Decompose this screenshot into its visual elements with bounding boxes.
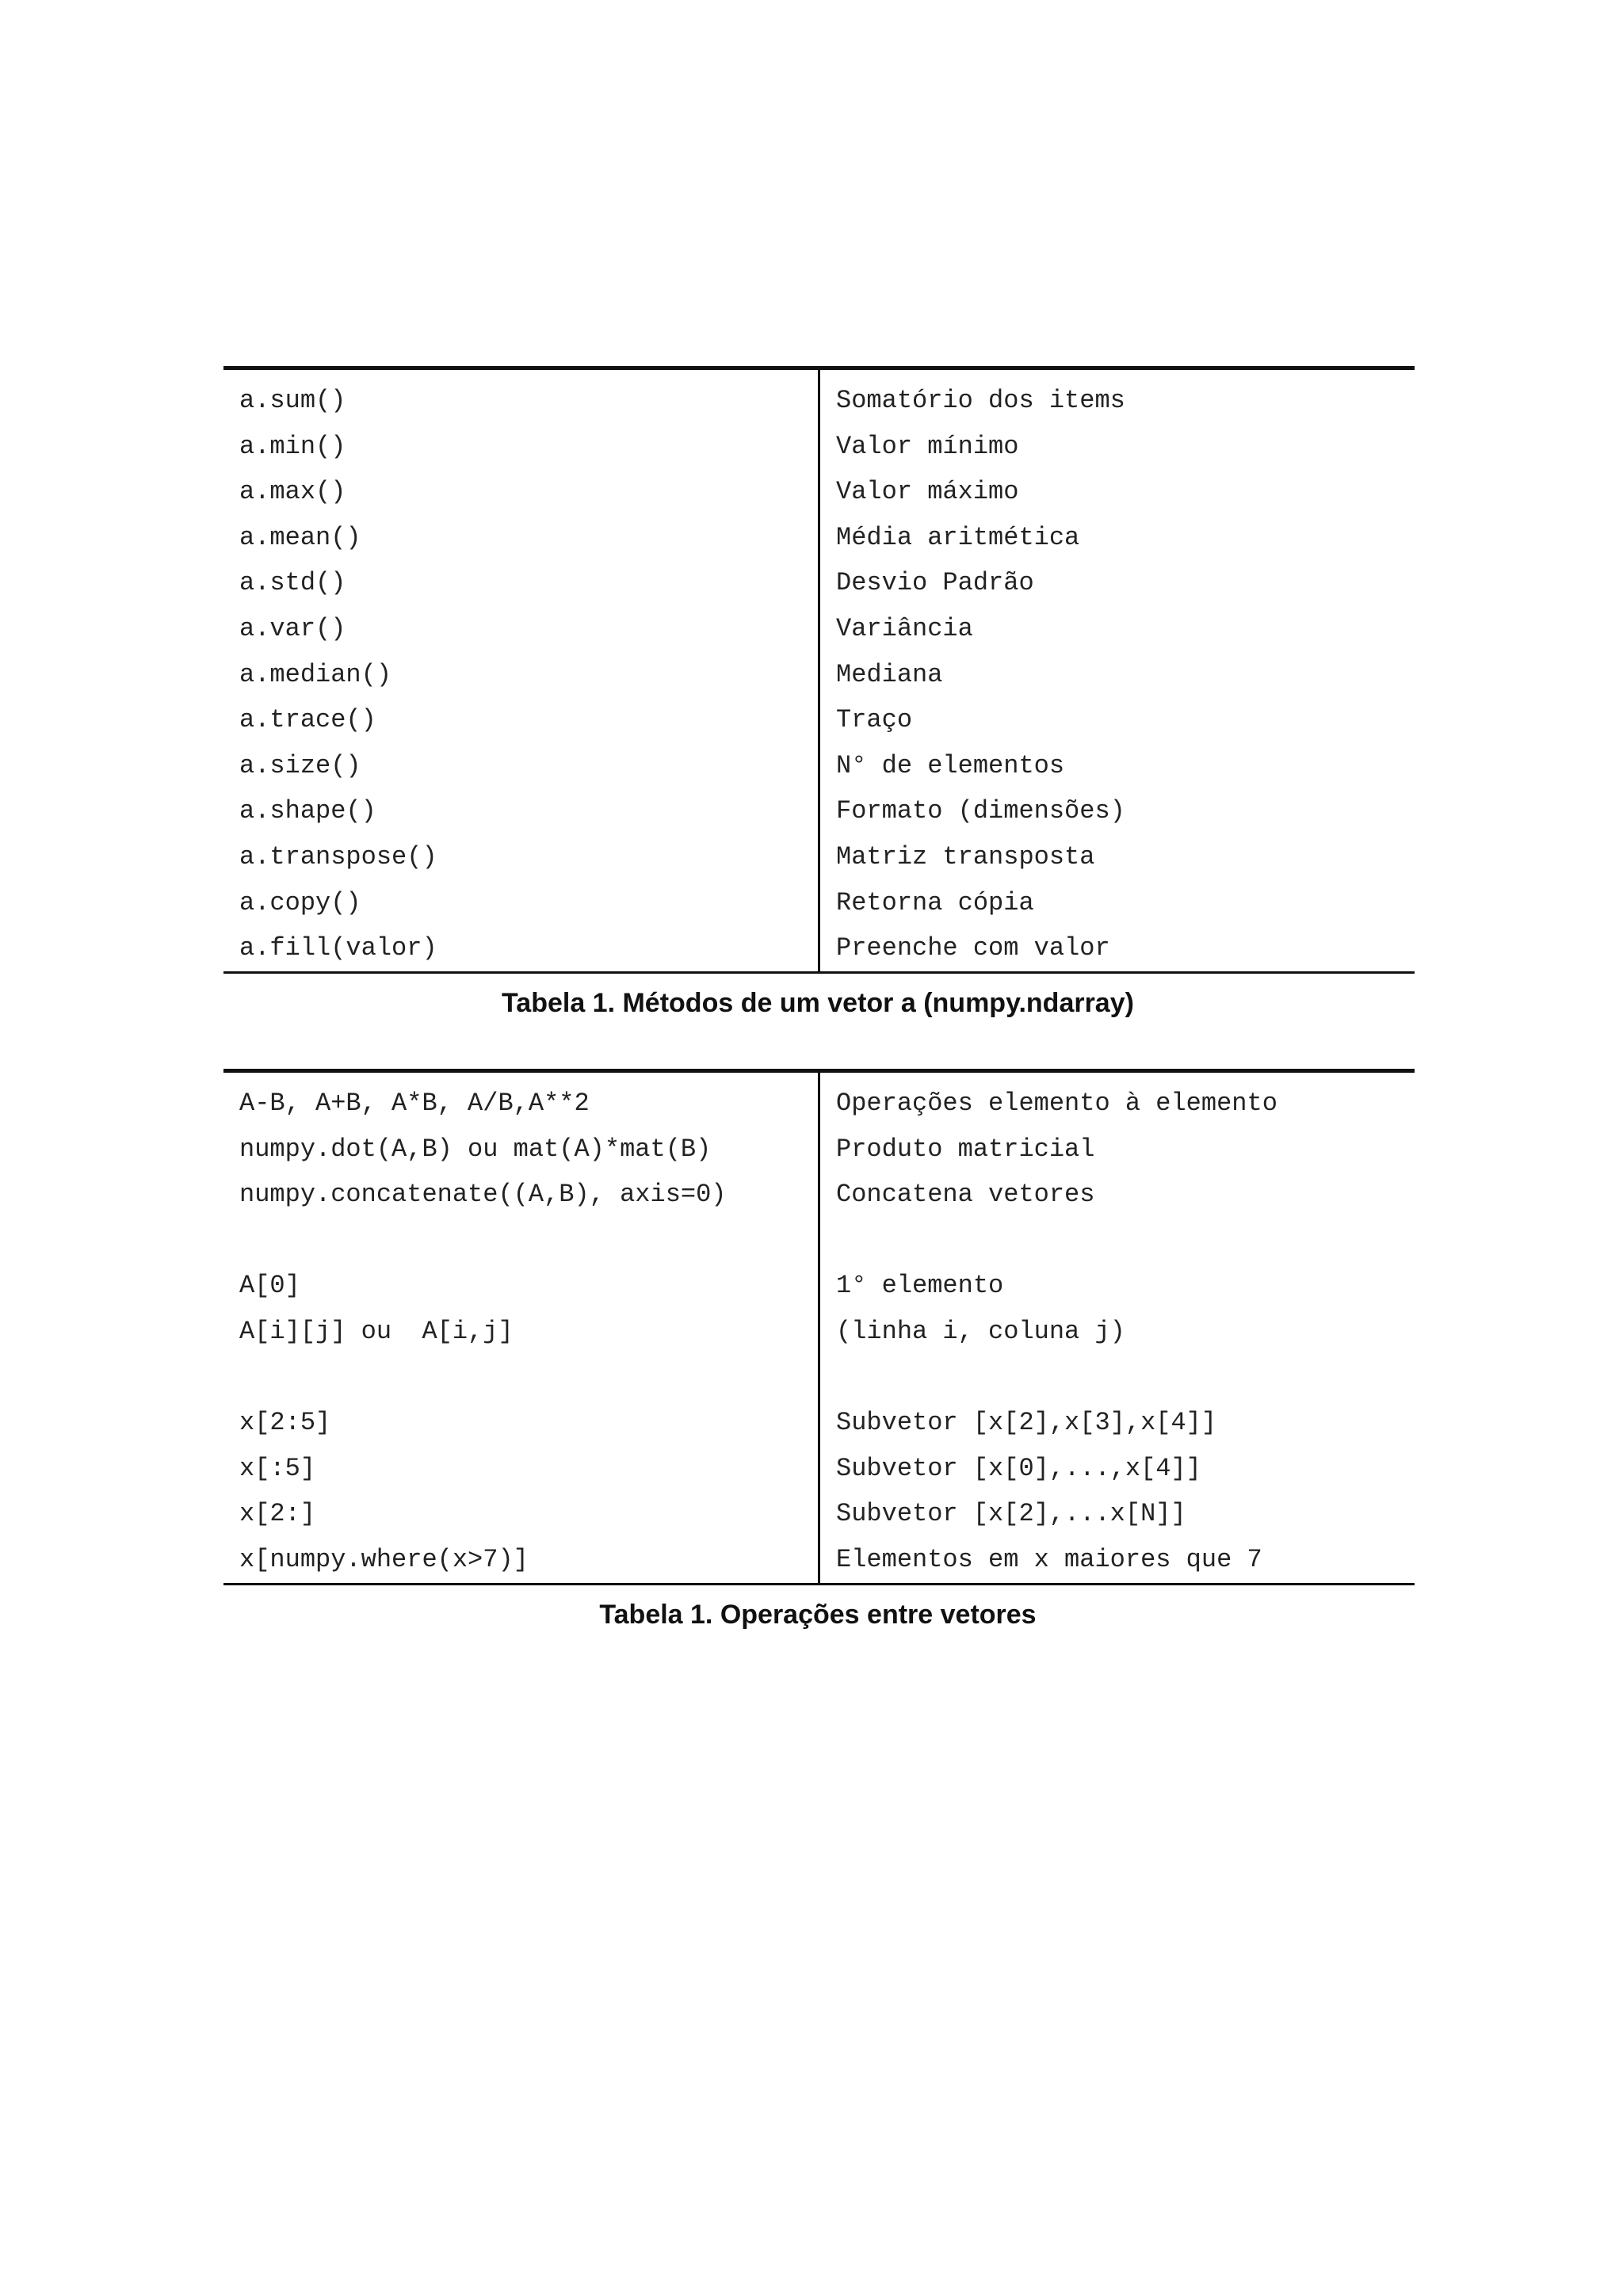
operation-cell: numpy.concatenate((A,B), axis=0)	[223, 1172, 819, 1218]
table-row	[223, 1071, 1415, 1127]
description-cell: Desvio Padrão	[836, 568, 1034, 598]
operation-cell: A[i][j] ou A[i,j]	[223, 1309, 819, 1355]
description-cell	[819, 1218, 1415, 1264]
operation-cell: numpy.dot(A,B) ou mat(A)*mat(B)	[223, 1127, 819, 1173]
operation-cell	[223, 1218, 819, 1264]
description-cell: Valor máximo	[836, 477, 1019, 507]
table-row	[223, 424, 1415, 470]
method-cell: a.fill(valor)	[223, 925, 819, 972]
table-row	[223, 1263, 1415, 1309]
operation-cell: x[:5]	[223, 1446, 819, 1492]
description-cell: 1° elemento	[836, 1271, 1004, 1301]
description-cell: Matriz transposta	[836, 841, 1095, 871]
methods-table-block	[223, 366, 1412, 1019]
method-cell: a.median()	[223, 652, 819, 698]
table-row	[223, 697, 1415, 743]
description-cell: N° de elementos	[836, 750, 1065, 780]
table-row	[223, 1537, 1415, 1584]
operation-cell: x[numpy.where(x>7)]	[223, 1537, 819, 1584]
description-cell	[819, 1355, 1415, 1401]
operation-cell: x[2:5]	[223, 1400, 819, 1446]
operations-table-block	[223, 1069, 1412, 1630]
table-row	[223, 834, 1415, 880]
method-cell: a.mean()	[223, 515, 819, 561]
methods-table	[223, 366, 1415, 974]
description-cell: Operações elemento à elemento	[836, 1089, 1277, 1118]
operations-table	[223, 1069, 1415, 1585]
description-cell: Somatório dos items	[836, 386, 1125, 415]
description-cell: Mediana	[836, 659, 943, 689]
description-cell: Variância	[836, 613, 973, 643]
operation-cell: A[0]	[223, 1263, 819, 1309]
description-cell: Concatena vetores	[836, 1180, 1095, 1210]
table-row	[223, 560, 1415, 606]
table-row	[223, 1218, 1415, 1264]
method-cell: a.var()	[223, 606, 819, 652]
description-cell: Média aritmética	[836, 522, 1080, 552]
table-caption: Tabela 1. Métodos de um vetor a (numpy.ndarray)	[502, 987, 1134, 1018]
description-cell: Subvetor [x[0],...,x[4]]	[836, 1453, 1201, 1483]
method-cell: a.min()	[223, 424, 819, 470]
description-cell: (linha i, coluna j)	[836, 1316, 1125, 1346]
table-row	[223, 606, 1415, 652]
description-cell: Subvetor [x[2],x[3],x[4]]	[836, 1408, 1217, 1438]
description-cell: Elementos em x maiores que 7	[836, 1544, 1262, 1574]
method-cell: a.std()	[223, 560, 819, 606]
description-cell: Subvetor [x[2],...x[N]]	[836, 1499, 1186, 1529]
method-cell: a.trace()	[223, 697, 819, 743]
method-cell: a.size()	[223, 743, 819, 789]
table-row	[223, 515, 1415, 561]
operation-cell: x[2:]	[223, 1491, 819, 1537]
description-cell: Retorna cópia	[836, 887, 1034, 917]
description-cell: Formato (dimensões)	[836, 796, 1125, 826]
table-row	[223, 368, 1415, 424]
table-row	[223, 1491, 1415, 1537]
method-cell: a.max()	[223, 469, 819, 515]
table-row	[223, 1172, 1415, 1218]
description-cell: Produto matricial	[836, 1134, 1095, 1164]
method-cell: a.sum()	[223, 368, 819, 424]
method-cell: a.shape()	[223, 788, 819, 834]
table-row	[223, 1309, 1415, 1355]
table-row	[223, 1446, 1415, 1492]
table-row	[223, 1127, 1415, 1173]
method-cell: a.transpose()	[223, 834, 819, 880]
table-row	[223, 652, 1415, 698]
method-cell: a.copy()	[223, 880, 819, 926]
description-cell: Traço	[836, 705, 913, 735]
operation-cell	[223, 1355, 819, 1401]
table-row	[223, 743, 1415, 789]
table-row	[223, 925, 1415, 972]
description-cell: Valor mínimo	[836, 431, 1019, 461]
table-caption: Tabela 1. Operações entre vetores	[599, 1599, 1037, 1630]
table-row	[223, 1400, 1415, 1446]
operation-cell: A-B, A+B, A*B, A/B,A**2	[223, 1071, 819, 1127]
table-row	[223, 880, 1415, 926]
table-row	[223, 469, 1415, 515]
table-row	[223, 1355, 1415, 1401]
table-row	[223, 788, 1415, 834]
description-cell: Preenche com valor	[836, 933, 1110, 963]
